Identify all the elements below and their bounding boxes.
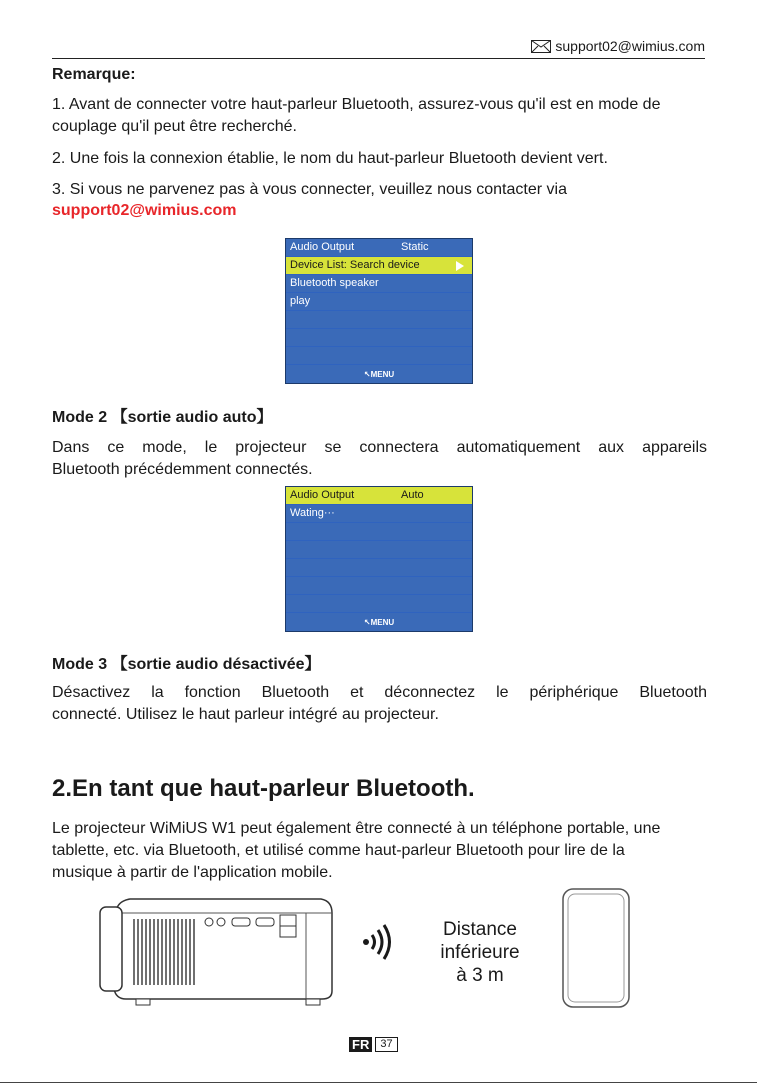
page-number-value: 37: [375, 1037, 397, 1052]
osd-row-label: play: [290, 295, 311, 307]
mode3-line2: connecté. Utilisez le haut parleur intégré au projecteur.: [52, 706, 439, 723]
language-badge: FR: [349, 1037, 372, 1052]
osd-menu-static: [285, 238, 473, 384]
page-number: [349, 1037, 398, 1052]
envelope-icon: [531, 40, 551, 53]
header-divider: [52, 58, 705, 59]
mode3-line1: Désactivez la fonction Bluetooth et déconnectez le périphérique Bluetooth: [52, 684, 707, 701]
phone-illustration: [560, 886, 632, 1010]
remark-p2: 2. Une fois la connexion établie, le nom du haut-parleur Bluetooth devient vert.: [52, 150, 608, 167]
section2-line2: tablette, etc. via Bluetooth, et utilisé comme haut-parleur Bluetooth pour lire de la: [52, 842, 625, 859]
osd-row-value: Static: [401, 241, 429, 253]
distance-line2: inférieure: [440, 942, 520, 963]
distance-line1: Distance: [443, 919, 517, 940]
back-arrow-icon: ↖: [363, 617, 371, 627]
osd-row: [286, 523, 472, 541]
osd-row: [286, 559, 472, 577]
osd-row[interactable]: [286, 275, 472, 293]
remark-email: support02@wimius.com: [52, 202, 237, 219]
osd-menu-auto: [285, 486, 473, 632]
osd-footer: [286, 365, 472, 383]
osd-footer-label: MENU: [370, 617, 395, 627]
osd-row-label: Audio Output: [290, 489, 355, 501]
remark-title: Remarque:: [52, 66, 136, 83]
mode2-title: Mode 2 【sortie audio auto】: [52, 409, 273, 426]
projector-illustration: [96, 893, 336, 1009]
back-arrow-icon: ↖: [363, 369, 371, 379]
mode2-line1: Dans ce mode, le projecteur se connectera automatiquement aux appareils: [52, 439, 707, 456]
section2-line3: musique à partir de l'application mobile.: [52, 864, 333, 881]
osd-footer: [286, 613, 472, 631]
osd-row: [286, 311, 472, 329]
remark-p1: 1. Avant de connecter votre haut-parleur Bluetooth, assurez-vous qu'il est en mode de couplage qu'il peut être recherché.: [52, 96, 661, 135]
osd-row: [286, 577, 472, 595]
osd-footer-label: MENU: [370, 369, 395, 379]
osd-row-label: Wating···: [290, 507, 335, 519]
bluetooth-signal-icon: [362, 922, 396, 962]
osd-row-label: Bluetooth speaker: [290, 277, 379, 289]
osd-row-label: Audio Output: [290, 241, 355, 253]
mode3-title: Mode 3 【sortie audio désactivée】: [52, 656, 321, 673]
osd-row-label: Device List: Search device: [290, 259, 420, 271]
osd-row-selected[interactable]: [286, 487, 472, 505]
play-arrow-icon: [456, 261, 464, 271]
remark-p3: 3. Si vous ne parvenez pas à vous connecter, veuillez nous contacter via: [52, 181, 567, 198]
osd-row[interactable]: [286, 293, 472, 311]
section2-title: 2.En tant que haut-parleur Bluetooth.: [52, 775, 475, 802]
header-email: [531, 38, 705, 54]
osd-row: [286, 505, 472, 523]
distance-line3: à 3 m: [456, 965, 504, 986]
bottom-rule: [0, 1082, 757, 1083]
osd-row-selected[interactable]: [286, 257, 472, 275]
osd-row[interactable]: [286, 239, 472, 257]
osd-row: [286, 329, 472, 347]
section2-line1: Le projecteur WiMiUS W1 peut également être connecté à un téléphone portable, une: [52, 820, 661, 837]
distance-label: [432, 918, 528, 987]
osd-row: [286, 347, 472, 365]
osd-row: [286, 541, 472, 559]
osd-row-value: Auto: [401, 489, 424, 501]
mode2-line2: Bluetooth précédemment connectés.: [52, 461, 313, 478]
header-email-text: support02@wimius.com: [555, 38, 705, 54]
osd-row: [286, 595, 472, 613]
